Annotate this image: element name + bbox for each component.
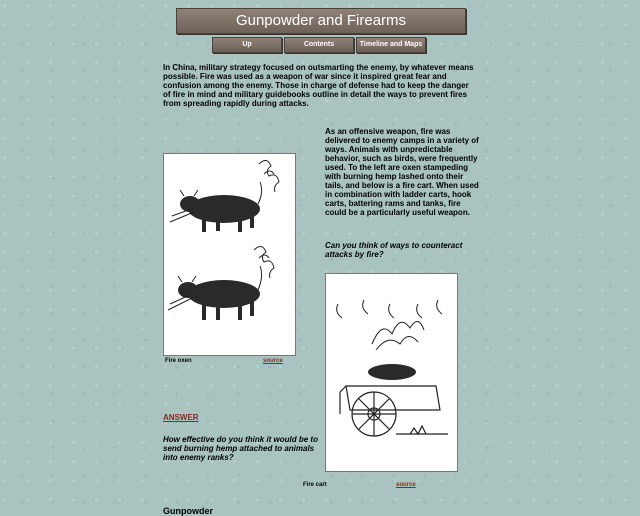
fire-oxen-source-link[interactable]: source [263, 358, 283, 364]
fire-cart-source-link[interactable]: source [396, 482, 416, 488]
page-banner-title: Gunpowder and Firearms [176, 8, 466, 34]
fire-weapon-paragraph: As an offensive weapon, fire was delivered to enemy camps in a variety of ways. Animals with unpredictable behavior, such as birds, were frequently used. To the left are oxen stampeding with burning hemp lashed onto their tails, and below is a fire cart. When used in combination with ladder carts, hook carts, battering rams and tanks, fire could be a particularly useful weapon. [325, 127, 479, 217]
gunpowder-heading: Gunpowder [163, 506, 213, 516]
fire-cart-illustration [326, 274, 457, 471]
answer-link[interactable]: ANSWER [163, 413, 199, 422]
nav-up-button[interactable]: Up [212, 37, 282, 53]
fire-oxen-image [163, 153, 296, 356]
nav-contents-button[interactable]: Contents [284, 37, 354, 53]
intro-paragraph: In China, military strategy focused on outsmarting the enemy, by whatever means possible. Fire was used as a weapon of war since it inspired great fear and confusion among the enemy. Those in charge of defense had to keep the danger of fire in mind and military guidebooks outline in detail the ways to prevent fires from spreading rapidly during attacks. [163, 63, 474, 108]
fire-oxen-caption: Fire oxen [165, 358, 192, 364]
fire-cart-image [325, 273, 458, 472]
question-counteract: Can you think of ways to counteract attacks by fire? [325, 241, 463, 259]
fire-cart-caption: Fire cart [303, 482, 327, 488]
fire-oxen-illustration [164, 154, 295, 355]
nav-timeline-button[interactable]: Timeline and Maps [356, 37, 426, 53]
question-hemp-effectiveness: How effective do you think it would be to send burning hemp attached to animals into enemy ranks? [163, 435, 318, 462]
